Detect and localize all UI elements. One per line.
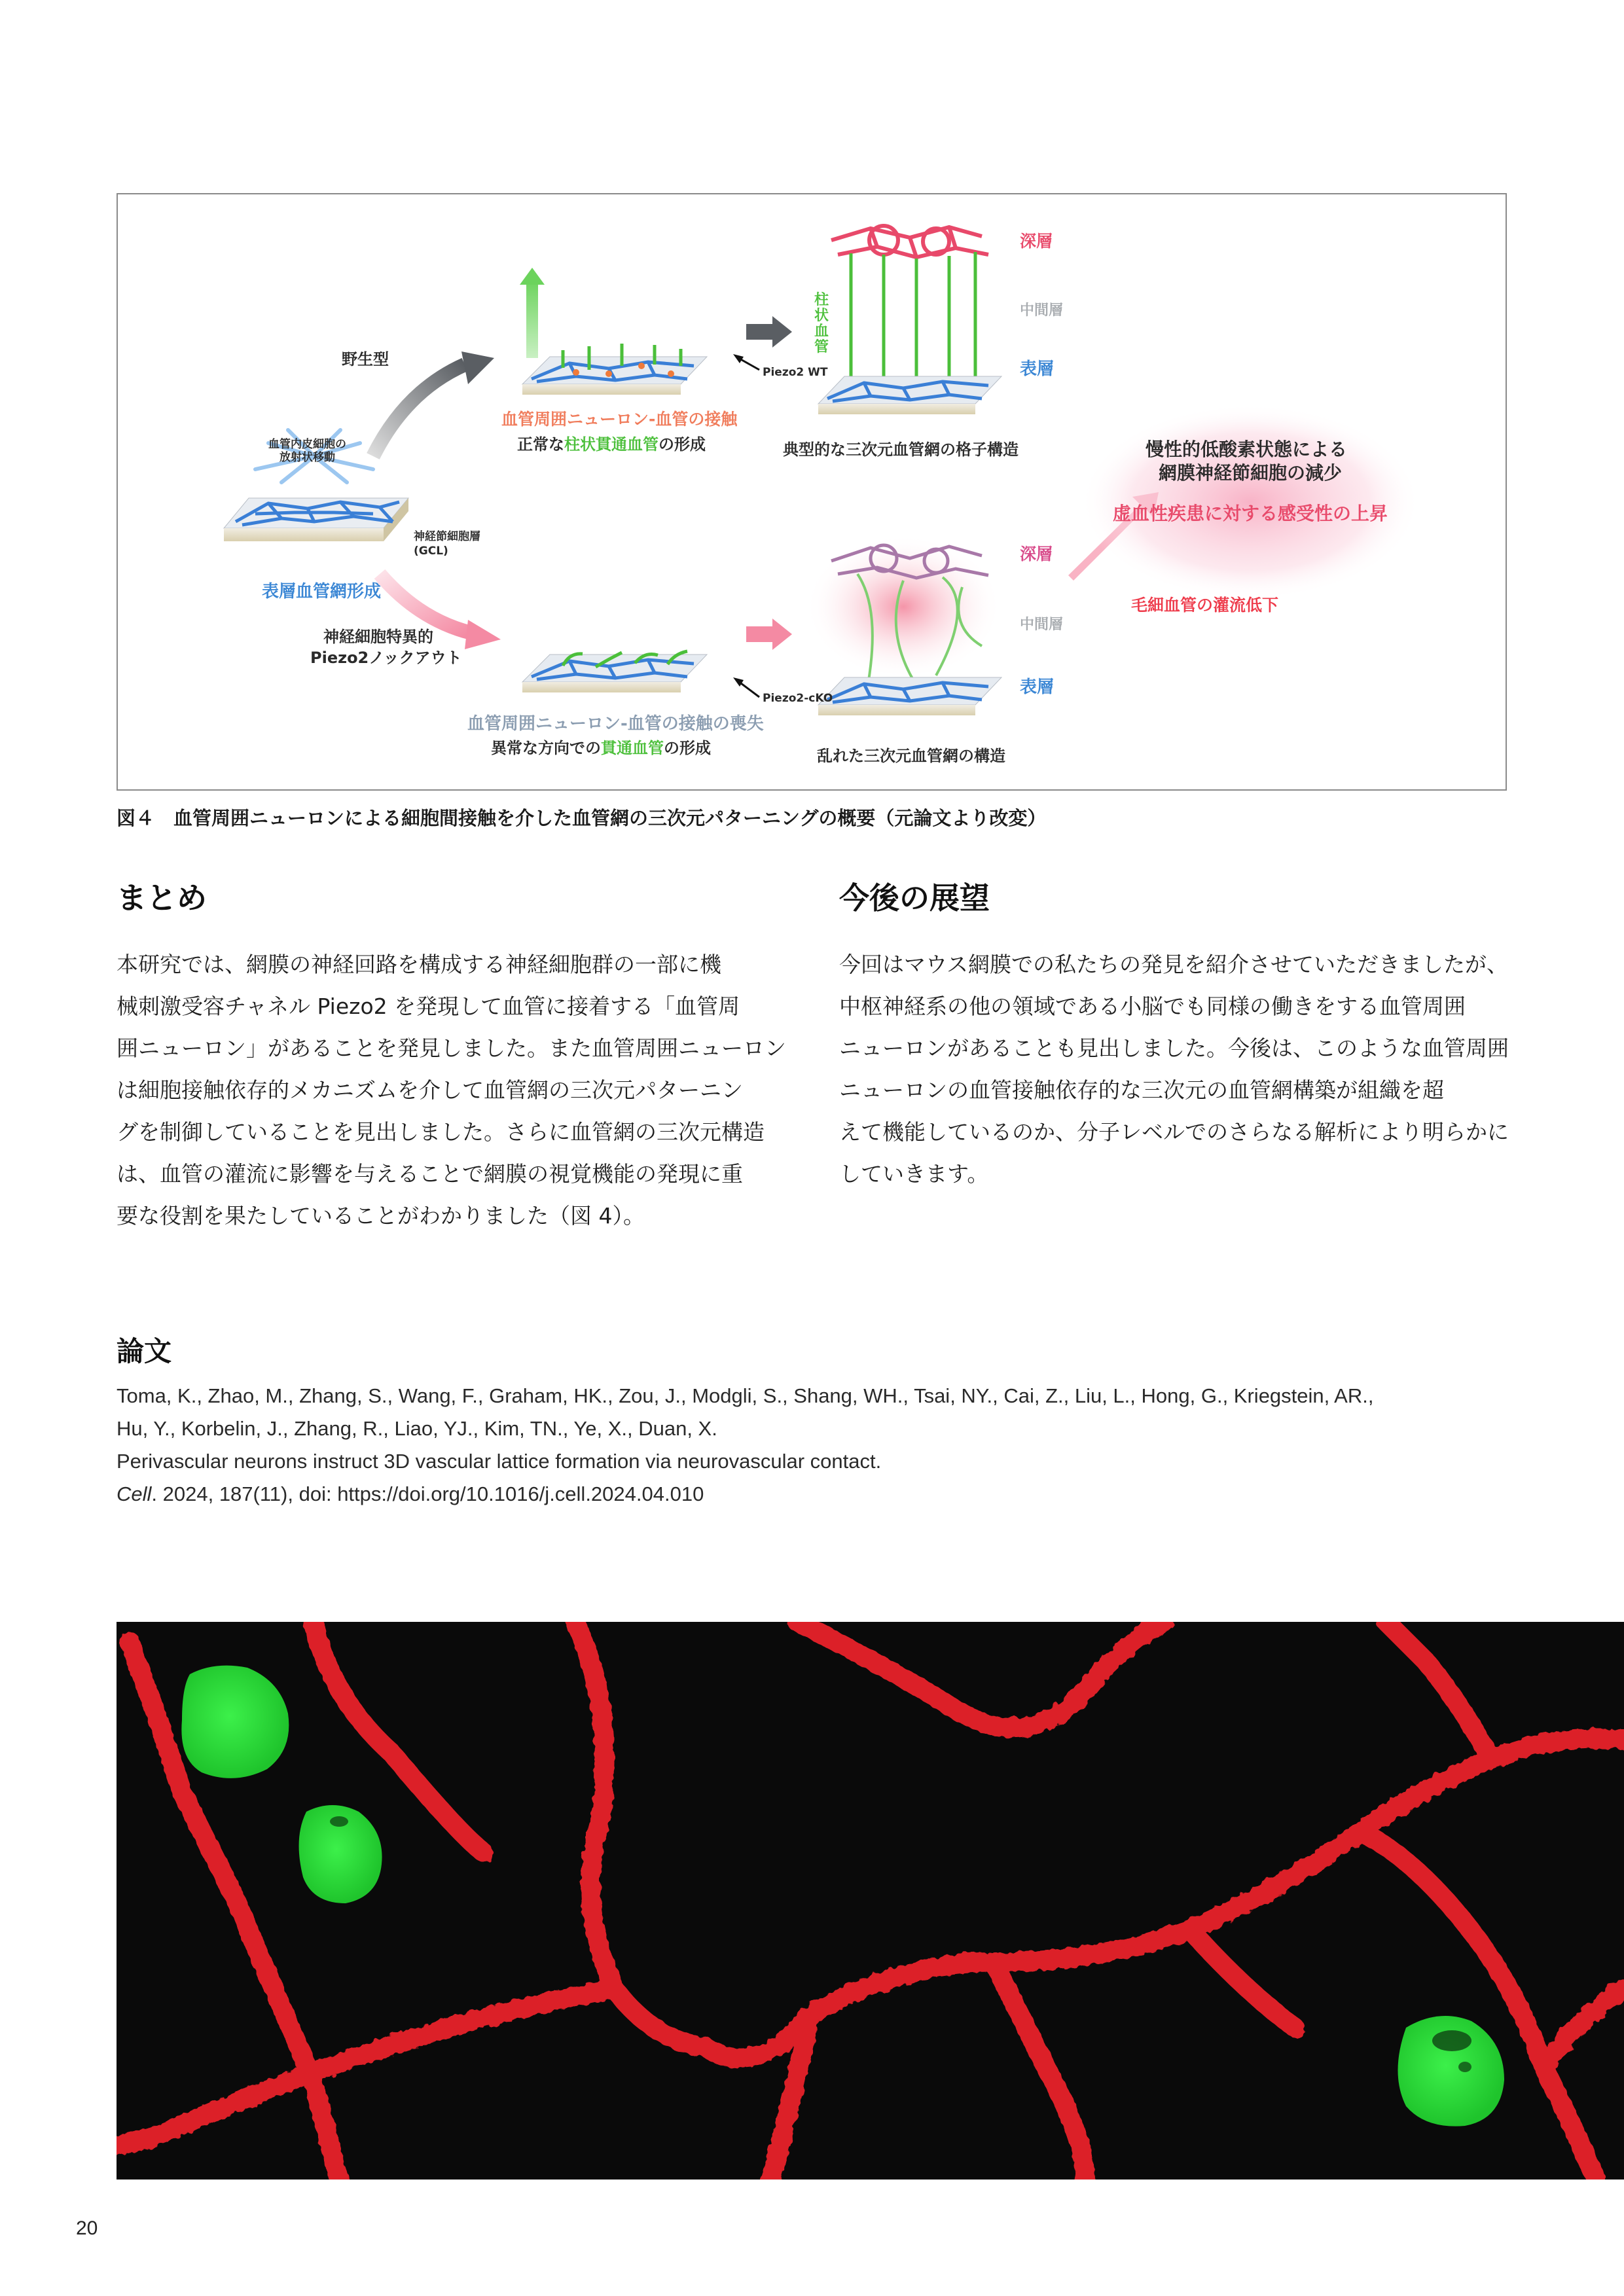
- label-middle-layer-top: 中間層: [1020, 302, 1064, 319]
- micrograph-vessels: [117, 1622, 1624, 2179]
- label-contact-title: 血管周囲ニューロン-血管の接触: [501, 410, 738, 429]
- abnormal-green: 貫通血管: [601, 739, 664, 757]
- normal-formation-green: 柱状貫通血管: [564, 435, 659, 454]
- typical-lattice-3d: [818, 226, 1001, 414]
- label-columnar-vessel: 柱状血管: [814, 292, 829, 355]
- label-piezo2-wt: Piezo2 WT: [763, 366, 828, 379]
- outlook-text: [839, 944, 1513, 1195]
- summary-text: [117, 944, 791, 1237]
- disordered-3d: [805, 535, 1001, 715]
- paper-citation-rest: . 2024, 187(11), doi: https://doi.org/10.1016/j.cell.2024.04.010: [151, 1482, 704, 1505]
- summary-line: 囲ニューロン」があることを発見しました。また血管周囲ニューロン: [117, 1035, 786, 1061]
- label-superficial-network: 表層血管網形成: [262, 582, 382, 601]
- label-typical-lattice: 典型的な三次元血管網の格子構造: [783, 440, 1019, 459]
- figure-caption: 図４ 血管周囲ニューロンによる細胞間接触を介した血管網の三次元パターニングの概要（元論文より改変）: [117, 807, 1047, 829]
- label-normal-formation: [517, 431, 706, 454]
- arrow-wt-lattice: [746, 316, 792, 348]
- outlook-line: ニューロンの血管接触依存的な三次元の血管網構築が組織を超: [839, 1077, 1444, 1103]
- label-hypoxia-line2: 網膜神経節細胞の減少: [1159, 462, 1343, 484]
- label-hypoxia-line1: 慢性的低酸素状態による: [1146, 439, 1348, 460]
- normal-formation-pre: 正常な: [517, 435, 564, 454]
- summary-line: 要な役割を果たしていることがわかりました（図 4）。: [117, 1203, 645, 1229]
- label-deep-layer-bottom: 深層: [1020, 545, 1053, 564]
- figure-4: [117, 193, 1507, 791]
- paper-authors-line2: Hu, Y., Korbelin, J., Zhang, R., Liao, YJ., Kim, TN., Ye, X., Duan, X.: [117, 1417, 717, 1440]
- wt-slab: [522, 344, 707, 395]
- abnormal-post: の形成: [664, 739, 711, 757]
- label-perfusion-drop: 毛細血管の灌流低下: [1131, 596, 1279, 615]
- arrow-cko-disordered: [746, 619, 792, 650]
- label-knockout-line2: Piezo2ノックアウト: [310, 649, 462, 667]
- cko-slab: [522, 651, 707, 692]
- micrograph-image: [117, 1622, 1624, 2179]
- paper-authors-line1: Toma, K., Zhao, M., Zhang, S., Wang, F., Graham, HK., Zou, J., Modgli, S., Shang, WH., Tsai, NY., Cai, Z., Liu, L., Hong, G., Kriegstein, AR.,: [117, 1384, 1374, 1407]
- outlook-line: 今回はマウス網膜での私たちの発見を紹介させていただきましたが、: [839, 952, 1509, 977]
- paper-heading: 論文: [117, 1335, 172, 1367]
- outlook-heading: 今後の展望: [839, 880, 990, 916]
- label-endothelial-migration: 血管内皮細胞の 放射状移動: [268, 438, 346, 464]
- page-number: 20: [76, 2217, 98, 2239]
- paper-citation: [117, 1478, 1524, 1511]
- summary-line: 本研究では、網膜の神経回路を構成する神経細胞群の一部に機: [117, 952, 721, 977]
- summary-heading: まとめ: [117, 880, 207, 916]
- summary-line: は、血管の灌流に影響を与えることで網膜の視覚機能の発現に重: [117, 1161, 743, 1187]
- summary-line: は細胞接触依存的メカニズムを介して血管網の三次元パターニン: [117, 1077, 743, 1103]
- label-abnormal-formation: [491, 735, 711, 758]
- label-surface-layer-bottom: 表層: [1020, 677, 1055, 697]
- label-deep-layer-top: 深層: [1020, 232, 1053, 251]
- outlook-line: 中枢神経系の他の領域である小脳でも同様の働きをする血管周囲: [839, 994, 1466, 1019]
- paper-reference: [117, 1380, 1524, 1511]
- label-wild-type: 野生型: [342, 350, 389, 368]
- label-middle-layer-bottom: 中間層: [1020, 617, 1064, 633]
- outlook-line: していきます。: [839, 1161, 989, 1187]
- label-surface-layer-top: 表層: [1020, 359, 1055, 379]
- normal-formation-post: の形成: [659, 435, 706, 454]
- abnormal-pre: 異常な方向での: [491, 739, 601, 757]
- label-loss-title: 血管周囲ニューロン-血管の接触の喪失: [467, 714, 764, 734]
- label-disordered: 乱れた三次元血管網の構造: [817, 747, 1005, 765]
- gcl-slab: [224, 498, 408, 541]
- label-ischemic: 虚血性疾患に対する感受性の上昇: [1113, 503, 1388, 524]
- paper-journal: Cell: [117, 1482, 152, 1505]
- paper-title: Perivascular neurons instruct 3D vascular lattice formation via neurovascular contact.: [117, 1450, 882, 1473]
- label-knockout-line1: 神経細胞特異的: [323, 628, 433, 646]
- arrow-to-wildtype: [373, 365, 465, 456]
- summary-line: グを制御していることを見出しました。さらに血管網の三次元構造: [117, 1119, 765, 1145]
- outlook-line: えて機能しているのか、分子レベルでのさらなる解析により明らかに: [839, 1119, 1509, 1145]
- summary-line: 械刺激受容チャネル Piezo2 を発現して血管に接着する「血管周: [117, 994, 740, 1019]
- outlook-line: ニューロンがあることも見出しました。今後は、このような血管周囲: [839, 1035, 1509, 1061]
- green-up-arrow: [526, 279, 538, 358]
- label-piezo2-cko: Piezo2-cKO: [763, 692, 833, 705]
- label-gcl: 神経節細胞層 (GCL): [414, 530, 480, 558]
